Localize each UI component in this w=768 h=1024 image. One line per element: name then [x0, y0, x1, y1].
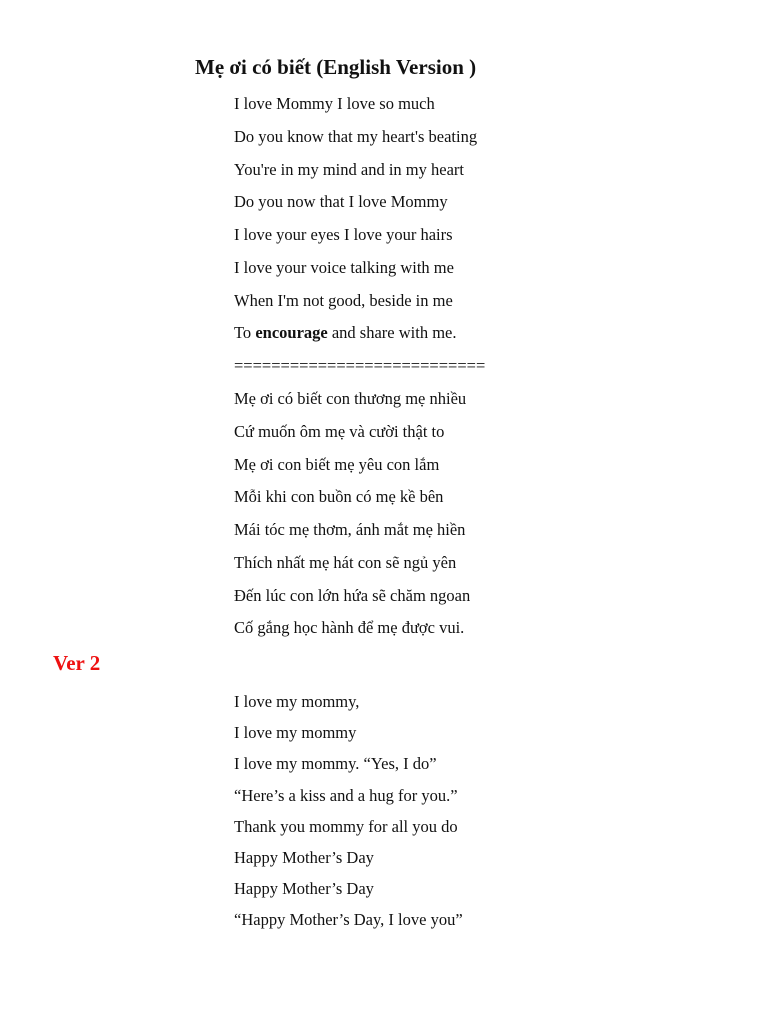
- bold-word: encourage: [255, 323, 328, 343]
- verse-line: Happy Mother’s Day: [234, 847, 374, 867]
- ver2-verse: [234, 686, 463, 936]
- verse-line: I love my mommy,: [234, 692, 360, 711]
- verse-line-last: [234, 317, 485, 350]
- vietnamese-verse: [234, 383, 470, 645]
- page-title: Mẹ ơi có biết (English Version ): [195, 55, 477, 79]
- verse-line: Mỗi khi con buồn có mẹ kề bên: [234, 487, 444, 507]
- verse-line: Happy Mother’s Day: [234, 879, 374, 899]
- verse-line: I love my mommy. “Yes, I do”: [234, 754, 437, 774]
- verse-line: Cố gắng học hành để mẹ được vui.: [234, 618, 465, 638]
- verse-line: I love Mommy I love so much: [234, 94, 435, 113]
- verse-line: Do you know that my heart's beating: [234, 126, 478, 146]
- verse-line: Mẹ ơi con biết mẹ yêu con lắm: [234, 454, 440, 474]
- verse-line: I love your voice talking with me: [234, 257, 454, 277]
- verse-text: and share with me.: [327, 323, 457, 343]
- verse-line: I love your eyes I love your hairs: [234, 225, 453, 244]
- verse-line: I love my mommy: [234, 723, 357, 743]
- verse-line: “Happy Mother’s Day, I love you”: [234, 910, 463, 930]
- verse-line: Mẹ ơi có biết con thương mẹ nhiều: [234, 389, 467, 408]
- verse-line: Thank you mommy for all you do: [234, 816, 458, 836]
- verse-line: “Here’s a kiss and a hug for you.”: [234, 785, 458, 805]
- verse-line: Mái tóc mẹ thơm, ánh mắt mẹ hiền: [234, 520, 466, 539]
- verse-line: You're in my mind and in my heart: [234, 159, 464, 179]
- verse-line: Thích nhất mẹ hát con sẽ ngủ yên: [234, 552, 457, 572]
- ver2-heading: Ver 2: [53, 651, 101, 675]
- verse-line: When I'm not good, beside in me: [234, 290, 453, 310]
- verse-text: To: [234, 323, 256, 343]
- verse-line: Đến lúc con lớn hứa sẽ chăm ngoan: [234, 585, 471, 605]
- separator: ===========================: [234, 356, 486, 375]
- english-verse: [234, 88, 485, 383]
- verse-line: Do you now that I love Mommy: [234, 192, 448, 212]
- verse-line: Cứ muốn ôm mẹ và cười thật to: [234, 421, 445, 441]
